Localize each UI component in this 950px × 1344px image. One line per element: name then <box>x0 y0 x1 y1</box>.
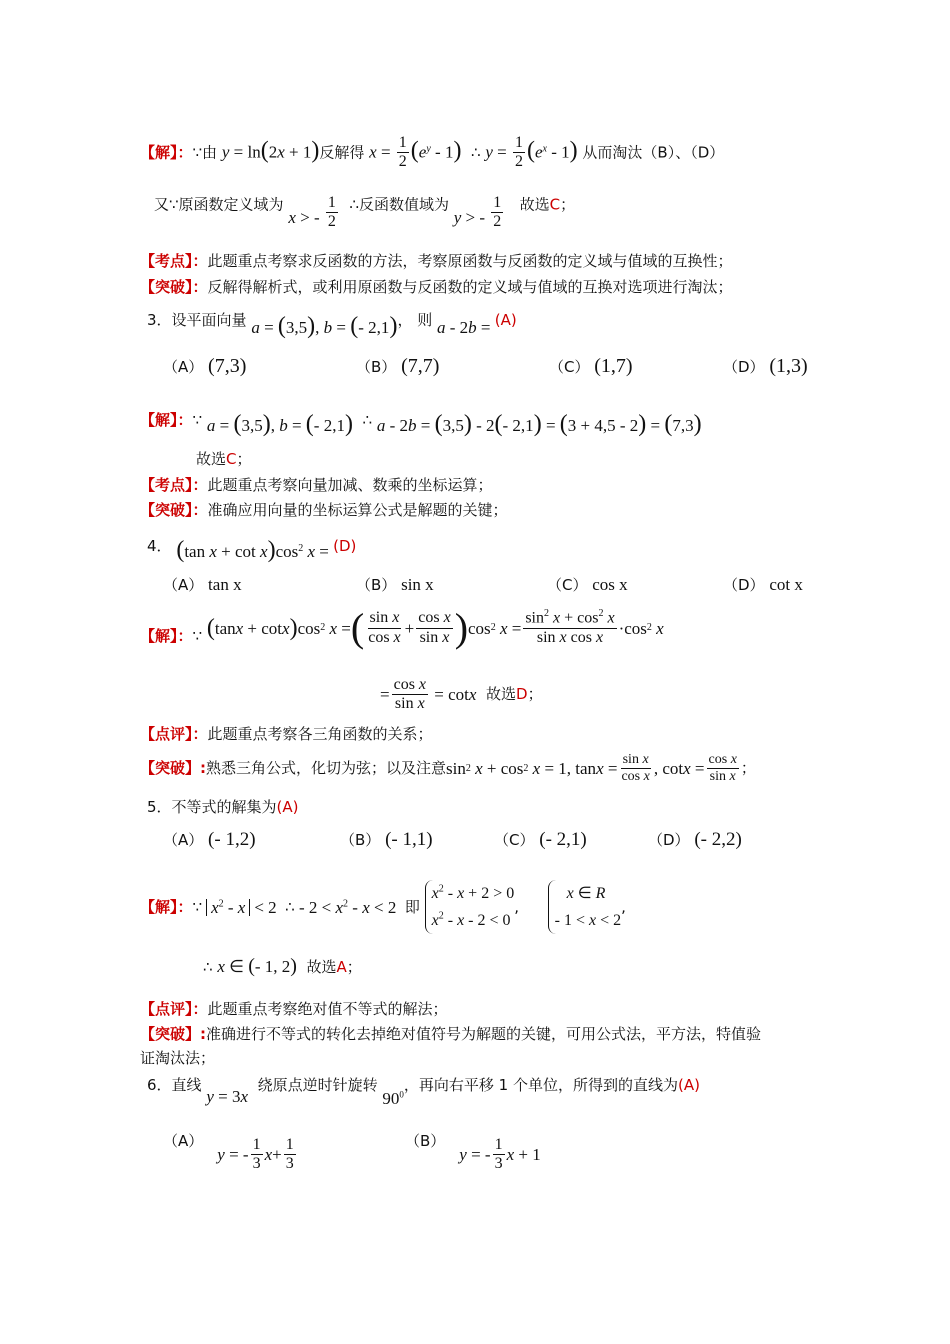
q2-domain-text: 又∵原函数定义域为 <box>154 195 284 214</box>
q6-answer: (A) <box>677 1076 700 1094</box>
q4-tupo-line: 【突破】: 熟悉三角公式，化切为弦；以及注意 sin 2 x + cos 2 x = 1, tan x = $\frac{\text{sin x}}{\text{cos x}}$ , cot x = $\frac{\text{cos x}}{\text{sin x}}$ ； <box>140 752 756 785</box>
q2-half-fraction: $\frac{1}{2}$ <box>398 134 407 171</box>
q5-question-text: 5．不等式的解集为 <box>147 798 277 816</box>
q3-semicolon: ； <box>236 450 252 468</box>
q3-option-b-label: （B） <box>356 358 397 376</box>
q4-option-b[interactable] <box>356 576 434 593</box>
q4-option-d-value: cot x <box>769 575 803 594</box>
q2-choose-answer: C <box>549 195 561 214</box>
q3-choose-line <box>196 452 252 467</box>
q2-tupo-text: 反解得解析式，或利用原函数与反函数的定义域与值域的互换对选项进行淘汰； <box>207 278 733 296</box>
q3-option-d-label: （D） <box>723 358 765 376</box>
q5-choose-answer: A <box>336 958 347 976</box>
q3-option-a-value: (7,3) <box>208 355 247 377</box>
q4-option-c[interactable] <box>547 576 628 593</box>
q5-answer: (A) <box>276 798 299 816</box>
q5-dianping-line <box>140 1002 448 1017</box>
q6-tail-text: ，再向右平移 1 个单位，所得到的直线为 <box>403 1076 678 1094</box>
q4-because: ∵ <box>192 626 203 645</box>
q5-option-b[interactable] <box>340 830 433 849</box>
q5-semicolon: ； <box>346 958 362 976</box>
q5-dianping-text: 此题重点考察绝对值不等式的解法； <box>207 1000 448 1018</box>
q5-tupo-text-2: 证淘汰法； <box>140 1049 216 1067</box>
q3-kaodian-line <box>140 478 493 493</box>
q2-eliminate-text: 从而淘汰（B）、（D） <box>582 143 725 162</box>
q5-result-line: ∴ x ∈ (- 1, 2) 故选A； <box>203 955 362 977</box>
q4-tupo-text: 熟悉三角公式，化切为弦；以及注意 <box>206 759 447 778</box>
q6-option-a[interactable]: （A） y = - $\frac{1}{3}$ x + $\frac{1}{3}$ <box>163 1132 294 1173</box>
q3-kaodian-text: 此题重点考察向量加减、数乘的坐标运算； <box>207 476 493 494</box>
q5-tupo-line2 <box>140 1051 215 1066</box>
q3-tupo-text: 准确应用向量的坐标运算公式是解题的关键； <box>207 501 508 519</box>
q2-therefore-text: ∴ <box>471 143 481 162</box>
q3-because: ∵ <box>192 411 203 429</box>
q6-rotate-text: 绕原点逆时针旋转 <box>257 1076 378 1094</box>
q5-option-b-label: （B） <box>340 831 381 849</box>
q3-tupo-tag: 【突破】： <box>140 501 208 519</box>
q4-tupo-tag: 【突破】: <box>140 759 206 778</box>
q5-option-a-value: (- 1,2) <box>208 829 256 850</box>
q5-option-c[interactable] <box>494 830 587 849</box>
q5-option-d-value: (- 2,2) <box>694 829 742 850</box>
q3-mid-text: ， 则 <box>397 311 433 329</box>
q6-option-a-label: （A） <box>163 1132 204 1150</box>
q2-choose-text: 故选 <box>519 195 550 214</box>
q3-choose-answer: C <box>226 450 237 468</box>
q2-because-text: ∵由 <box>192 143 218 162</box>
q6-option-b[interactable]: （B） y = - $\frac{1}{3}$ x + 1 <box>405 1132 541 1173</box>
q5-solution-line: 【解】： ∵ $x^2$ - x < 2 ∴ - $2 < x^2 - x < 2$ 即 $x^2 - x + 2 > 0$ $x^2 - x - 2 < 0$ , x ∈ R - 1 < x < 2 , <box>140 880 626 934</box>
q3-kaodian-tag: 【考点】： <box>140 476 208 494</box>
q3-answer: (A) <box>494 311 517 329</box>
q5-option-d-label: （D） <box>648 831 690 849</box>
q3-option-b[interactable] <box>356 356 439 376</box>
q5-tupo-line1 <box>140 1027 761 1042</box>
q4-option-c-label: （C） <box>547 576 588 594</box>
q3-option-b-value: (7,7) <box>401 355 440 377</box>
q4-question-line: 4． (tan $x + \cot x)\cos^2$ x = (D) <box>147 537 357 563</box>
q2-solution-tag: 【解】： <box>140 143 193 162</box>
q3-solution-tag: 【解】： <box>140 411 193 429</box>
q4-dianping-text: 此题重点考察各三角函数的关系； <box>207 725 433 743</box>
q4-option-a-value: tan x <box>208 575 242 594</box>
q5-option-c-label: （C） <box>494 831 535 849</box>
q5-because: ∵ <box>192 897 203 916</box>
q5-option-a[interactable] <box>163 830 256 849</box>
q5-system-1: $x^2 - x + 2 > 0$ $x^2 - x - 2 < 0$ <box>425 880 515 934</box>
q4-answer: (D) <box>333 537 357 555</box>
q5-therefore-2: ∴ <box>203 958 213 976</box>
q3-option-a-label: （A） <box>163 358 204 376</box>
q3-option-c-value: (1,7) <box>594 355 633 377</box>
q4-option-a[interactable] <box>163 576 242 593</box>
q4-option-b-label: （B） <box>356 576 397 594</box>
q3-question-text: 3．设平面向量 <box>147 311 247 329</box>
q4-option-d-label: （D） <box>723 576 765 594</box>
q4-dianping-line <box>140 727 433 742</box>
q3-choose-text: 故选 <box>196 450 227 468</box>
q3-therefore: ∴ <box>362 411 373 429</box>
q5-option-c-value: (- 2,1) <box>539 829 587 850</box>
q5-tupo-tag: 【突破】: <box>140 1025 206 1043</box>
q6-question-line: 6．直线 y = 3x 绕原点逆时针旋转 $90^0$，再向右平移 1 个单位，所得到的直线为(A) <box>147 1076 700 1108</box>
q3-question-line: 3．设平面向量 a = (3,5), b = (- 2,1)， 则 a - 2b = (A) <box>147 311 517 339</box>
q6-number: 6．直线 <box>147 1076 202 1094</box>
q4-choose-answer: D <box>516 685 528 704</box>
q4-number: 4． <box>147 537 172 555</box>
q5-tupo-text-1: 准确进行不等式的转化去掉绝对值符号为解题的关键，可用公式法，平方法，特值验 <box>206 1025 762 1043</box>
q5-ie: 即 <box>404 897 420 916</box>
q4-solution-tag: 【解】： <box>140 626 193 645</box>
q4-solution-line1: 【解】：∵ ( tan x + cot x ) cos 2 x = ( $\frac{\text{sin x}}{\text{cos x}}$ + $\frac{\text{cos x}}{\text{sin x}}$ ) cos 2 x = $\frac{\sin^2 x + \cos^2 x}{\text{sin x cos x}}$ ·cos 2 x <box>140 605 664 650</box>
q5-solution-tag: 【解】： <box>140 897 193 916</box>
q2-original-function: y <box>221 142 230 162</box>
q3-tupo-line <box>140 503 508 518</box>
q5-system-2: x ∈ R - 1 < x < 2 <box>548 880 622 934</box>
q2-tupo-tag: 【突破】： <box>140 278 208 296</box>
q5-therefore: ∴ <box>285 897 295 916</box>
q3-option-d[interactable] <box>723 356 808 376</box>
q6-option-b-label: （B） <box>405 1132 446 1150</box>
q2-tupo-line <box>140 280 733 295</box>
q4-semicolon: ； <box>527 685 543 704</box>
q2-solution-line1: 【解】：∵由 y = ln(2x + 1)反解得 x = $\frac{1}{2}$ $(e^y - 1)$ ∴ y = $\frac{1}{2}$ $(e^x - 1)$ 从而淘汰（B）、（D） <box>140 134 725 171</box>
q2-kaodian-line <box>140 254 733 269</box>
q2-solution-line2: 又∵原函数定义域为 x > - $\frac{1}{2}$ ∴反函数值域为 y > - $\frac{1}{2}$ 故选C； <box>154 194 576 231</box>
q4-option-b-value: sin x <box>401 575 434 594</box>
q2-kaodian-text: 此题重点考察求反函数的方法，考察原函数与反函数的定义域与值域的互换性； <box>207 252 733 270</box>
q5-choose-text: 故选 <box>306 958 337 976</box>
q2-range-text: ∴反函数值域为 <box>349 195 449 214</box>
q4-option-a-label: （A） <box>163 576 204 594</box>
q5-dianping-tag: 【点评】： <box>140 1000 208 1018</box>
q4-solution-line2: = $\frac{\text{cos x}}{\text{sin x}}$ = cot x 故选 D ； <box>380 676 543 713</box>
q4-option-d[interactable] <box>723 576 803 593</box>
q2-inverse-text: 反解得 <box>319 143 365 162</box>
q3-option-c[interactable] <box>549 356 633 376</box>
q4-dianping-tag: 【点评】： <box>140 725 208 743</box>
q5-option-b-value: (- 1,1) <box>385 829 433 850</box>
q5-question-line <box>147 800 299 815</box>
q5-option-a-label: （A） <box>163 831 204 849</box>
q4-choose-text: 故选 <box>485 685 516 704</box>
q5-option-d[interactable] <box>648 830 742 849</box>
q3-option-c-label: （C） <box>549 358 590 376</box>
q2-semicolon: ； <box>560 195 576 214</box>
q3-option-d-value: (1,3) <box>769 355 808 377</box>
q3-option-a[interactable] <box>163 356 246 376</box>
q2-kaodian-tag: 【考点】： <box>140 252 208 270</box>
q3-solution-line: 【解】：∵ a = (3,5), b = (- 2,1) ∴ a - 2b = (3,5) - 2(- 2,1) = (3 + 4,5 - 2) = (7,3) <box>140 411 702 437</box>
q4-option-c-value: cos x <box>592 575 628 594</box>
